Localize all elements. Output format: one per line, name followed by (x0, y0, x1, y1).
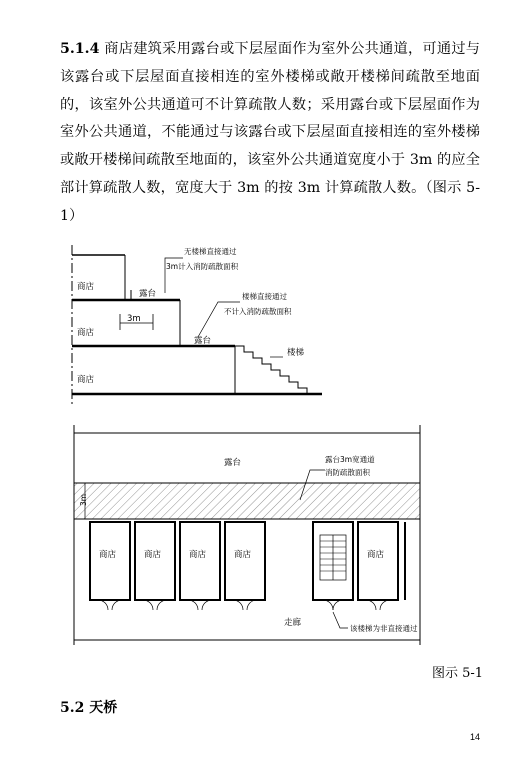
plan-shop-2: 商店 (144, 550, 162, 560)
sec-note-a-2: 3m计入消防疏散面积 (166, 262, 239, 271)
sec-shop-3: 商店 (77, 375, 95, 385)
sec-shop-2: 商店 (77, 328, 95, 338)
page-number: 14 (470, 732, 481, 742)
plan-stair-note: 该楼梯为非直接通过 (350, 624, 418, 633)
plan-shop-5: 商店 (367, 550, 385, 560)
sec-terrace-2: 露台 (194, 336, 212, 346)
sec-dimension: 3m (127, 314, 141, 324)
sec-note-b-1: 楼梯直接通过 (242, 292, 287, 301)
plan-note-1: 露台3m宽通道 (325, 455, 375, 464)
plan-shop-3: 商店 (189, 550, 207, 560)
sec-note-a-1: 无楼梯直接通过 (184, 247, 237, 256)
clause-number: 5.1.4 (60, 41, 100, 57)
plan-shop-1: 商店 (99, 550, 117, 560)
plan-note-2: 消防疏散面积 (325, 468, 370, 477)
sec-shop-1: 商店 (77, 282, 95, 292)
sec-terrace-1: 露台 (139, 289, 157, 299)
plan-terrace: 露台 (224, 458, 242, 468)
plan-shop-4: 商店 (234, 550, 252, 560)
sec-note-b-2: 不计入消防疏散面积 (224, 307, 292, 316)
section-heading: 5.2 天桥 (60, 700, 118, 716)
plan-corridor: 走廊 (284, 618, 302, 628)
plan-dimension: 3m (79, 493, 88, 506)
sec-stair: 楼梯 (287, 348, 305, 358)
figure-caption: 图示 5-1 (432, 666, 484, 681)
clause-text: 商店建筑采用露台或下层屋面作为室外公共通道，可通过与该露台或下层屋面直接相连的室外楼梯或敞开楼梯间疏散至地面的，该室外公共通道可不计算疏散人数；采用露台或下层屋面作为室外公共通道，不能通过与该露台或下层屋面直接相连的室外楼梯或敞开楼梯间疏散至地面的，该室外公共通道宽度小于 3m 的应全部计算疏散人数，宽度大于 3m 的按 3m 计算疏散人数。（图示 5-1） (60, 41, 480, 224)
